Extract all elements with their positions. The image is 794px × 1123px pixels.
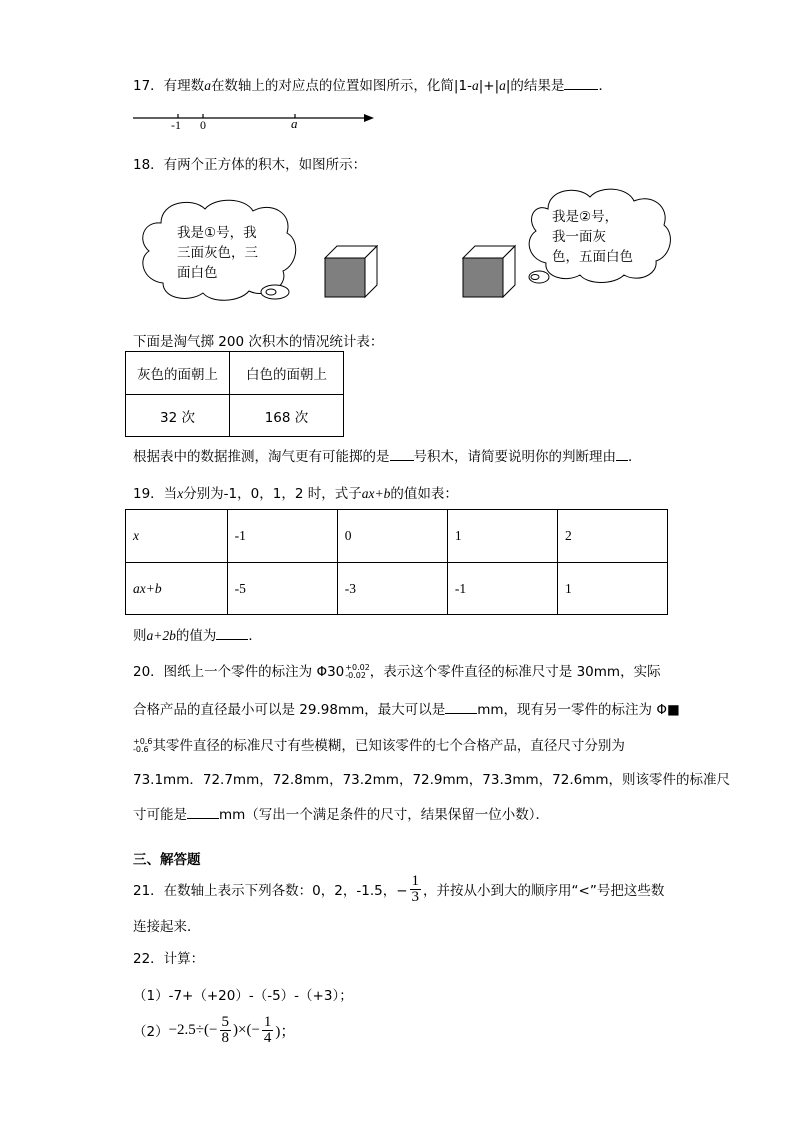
q18-stats-table: [125, 351, 344, 437]
q18-blank-reason[interactable]: [616, 446, 628, 461]
q22-fraction-1: $\frac{5}{8}$: [221, 1013, 229, 1046]
q19-title: 19．当x分别为-1，0，1，2 时，式子ax+b的值如表：: [133, 486, 458, 502]
cube-2: [460, 243, 518, 299]
q19-row2-cell: -5: [227, 563, 337, 615]
q18-table-intro: 下面是淘气掷 200 次积木的情况统计表：: [133, 334, 384, 350]
q22-title: 22．计算：: [133, 951, 205, 967]
section-title-answers: 三、解答题: [133, 852, 201, 868]
q22-part2: （2） −2.5÷(− $\frac{5}{8}$ )×(− $\frac{1}{4}$ )；: [133, 1013, 296, 1046]
q20-line5: 寸可能是 mm（写出一个满足条件的尺寸，结果保留一位小数）．: [133, 803, 549, 823]
q20-line4: 73.1mm．72.7mm，72.8mm，73.2mm，72.9mm，73.3mm，72.6mm，则该零件的标准尺: [133, 772, 731, 788]
q19-row2-cell: -1: [447, 563, 557, 615]
q17-text: 17．有理数a在数轴上的对应点的位置如图所示，化简|1-a|+|a|的结果是 ．: [133, 74, 612, 94]
cube-1: [322, 243, 380, 299]
q20-line2: 合格产品的直径最小可以是 29.98mm，最大可以是 mm，现有另一零件的标注为 Φ■: [133, 698, 680, 718]
axis-label-0: 0: [200, 118, 206, 132]
q19-row1-cell: 0: [337, 510, 447, 563]
axis-label-neg1: -1: [171, 118, 181, 132]
q20-blank-max[interactable]: [445, 699, 477, 714]
q19-row1-label: x: [126, 510, 228, 563]
axis-arrow-icon: [364, 114, 374, 122]
q20-line1: 20．图纸上一个零件的标注为 Φ30 +0.02 -0.02 ，表示这个零件直径的标准尺寸是 30mm，实际: [133, 663, 661, 680]
q21-line1: 21．在数轴上表示下列各数：0，2，-1.5，− $\frac{1}{3}$ ，并按从小到大的顺序用“<”号把这些数: [133, 872, 665, 905]
axis-label-a: a: [291, 116, 298, 131]
q18-title: 18．有两个正方体的积木，如图所示：: [133, 157, 367, 173]
q21-fraction: $\frac{1}{3}$: [411, 872, 420, 905]
q21-line2: 连接起来．: [133, 919, 201, 935]
bubble2-text: 我是②号， 我一面灰 色，五面白色: [552, 209, 633, 265]
q17-number-line: [130, 106, 380, 134]
table-value-gray: 32 次: [126, 395, 230, 437]
q19-row1-cell: 2: [557, 510, 667, 563]
q19-row2-label: ax+b: [126, 563, 228, 615]
q19-answer-blank[interactable]: [216, 625, 248, 640]
table-value-white: 168 次: [230, 395, 344, 437]
q19-row1-cell: -1: [227, 510, 337, 563]
table-header-gray: 灰色的面朝上: [126, 352, 230, 395]
q22-fraction-2: $\frac{1}{4}$: [263, 1013, 272, 1046]
q19-row1-cell: 1: [447, 510, 557, 563]
table-header-white: 白色的面朝上: [230, 352, 344, 395]
q19-answer: 则a+2b的值为 ．: [133, 624, 262, 644]
q18-conclusion: 根据表中的数据推测，淘气更有可能掷的是 号积木，请简要说明你的判断理由 ．: [133, 445, 642, 465]
q19-values-table: [125, 509, 668, 615]
q19-row2-cell: -3: [337, 563, 447, 615]
q18-blank-number[interactable]: [390, 446, 414, 461]
q20-line3: +0.6 -0.6 其零件直径的标准尺寸有些模糊，已知该零件的七个合格产品，直径尺寸分别为: [133, 737, 625, 754]
q22-part1: （1）-7+（+20）-（-5）-（+3）；: [133, 988, 353, 1004]
q19-row2-cell: 1: [557, 563, 667, 615]
bubble1-text: 我是①号，我 三面灰色，三 面白色: [177, 225, 258, 281]
q20-blank-standard[interactable]: [187, 804, 219, 819]
q17-answer-blank[interactable]: [564, 75, 598, 90]
